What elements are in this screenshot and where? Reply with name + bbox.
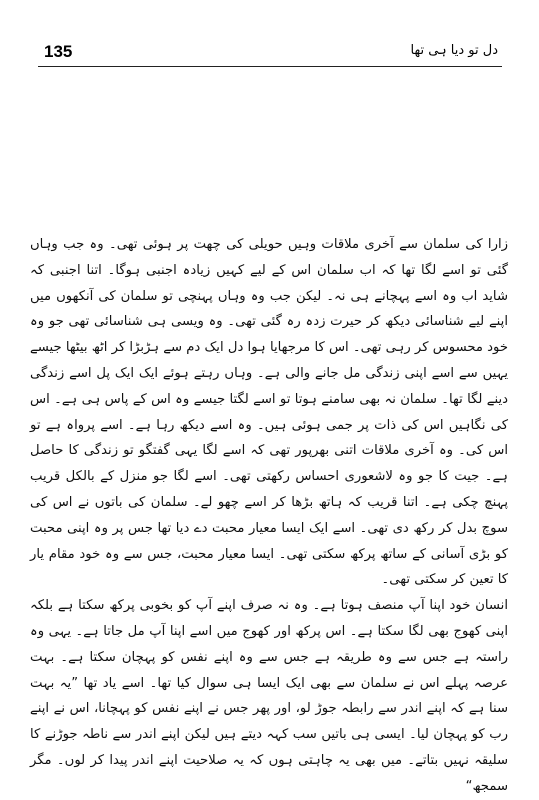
page-header	[38, 40, 502, 70]
body-text	[30, 232, 508, 800]
page-number: 135	[44, 42, 73, 61]
header-rule	[38, 66, 502, 67]
paragraph: انسان خود اپنا آپ منصف ہوتا ہے۔ وہ نہ صرف اپنے آپ کو بخوبی پرکھ سکتا ہے بلکہ اپنی کھوج بھی لگا سکتا ہے۔ اس پرکھ اور کھوج میں اسے اپنا آپ مل جاتا ہے۔ یہی وہ راستہ ہے جس سے وہ طریقہ ہے جس سے وہ اپنے نفس کو پہچان سکتا ہے۔ بہت عرصہ پہلے اس نے سلمان سے بھی ایک ایسا ہی سوال کیا تھا۔ اسے یاد تھا ”یہ بہت سنا ہے کہ اپنے اندر سے رابطہ جوڑ لو، اور پھر جس نے اپنے نفس کو پہچانا، اس نے اپنے رب کو پہچان لیا۔ ایسی ہی باتیں سب کہہ دیتے ہیں لیکن اپنے اندر سے ناطہ جوڑنے کا سلیقہ نہیں بتاتے۔ میں بھی یہ چاہتی ہوں کہ یہ صلاحیت اپنے اندر پیدا کر لوں۔ مگر سمجھ“	[30, 598, 508, 794]
paragraph: زارا کی سلمان سے آخری ملاقات وہیں حویلی کی چھت پر ہوئی تھی۔ وہ جب وہاں گئی تو اسے لگا تھا کہ اب سلمان اس کے لیے کہیں زیادہ اجنبی ہوگا۔ اتنا اجنبی کہ شاید اب وہ اسے پہچانے ہی نہ۔ لیکن جب وہ وہاں پہنچی تو سلمان کی آنکھوں میں اپنے لیے شناسائی دیکھ کر حیرت زدہ رہ گئی تھی۔ وہ ویسی ہی شناسائی تھی جو وہ خود محسوس کر رہی تھی۔ اس کا مرجھایا ہوا دل ایک دم سے ہڑبڑا کر اٹھ بیٹھا جیسے یہیں سے اسے اپنی زندگی مل جانے والی ہے۔ وہاں رہتے ہوئے ایک ایک پل اسے زندگی دینے لگا تھا۔ سلمان نہ بھی سامنے ہوتا تو اسے لگتا جیسے وہ اس کے پاس ہی ہے۔ اس کی نگاہیں اس کی ذات پر جمی ہوئی ہیں۔ وہ اسے دیکھ رہا ہے۔ اسے پرواہ ہے تو اس کی۔ وہ آخری ملاقات اتنی بھرپور تھی کہ اسے لگا یہی گفتگو تو زندگی کا حاصل ہے۔ جیت کا جو وہ لاشعوری احساس رکھتی تھی۔ اسے لگا جو منزل کے بالکل قریب پہنچ چکی ہے۔ اتنا قریب کہ ہاتھ بڑھا کر اسے چھو لے۔ سلمان کی باتوں نے اس کی سوچ بدل کر رکھ دی تھی۔ اسے ایک ایسا معیار محبت دے دیا تھا جس پر وہ اپنی محبت کو بڑی آسانی کے ساتھ پرکھ سکتی تھی۔ ایسا معیار محبت، جس سے وہ خود مقام یار کا تعین کر سکتی تھی۔	[30, 237, 508, 588]
running-title: دل تو دیا ہی تھا	[410, 43, 498, 58]
